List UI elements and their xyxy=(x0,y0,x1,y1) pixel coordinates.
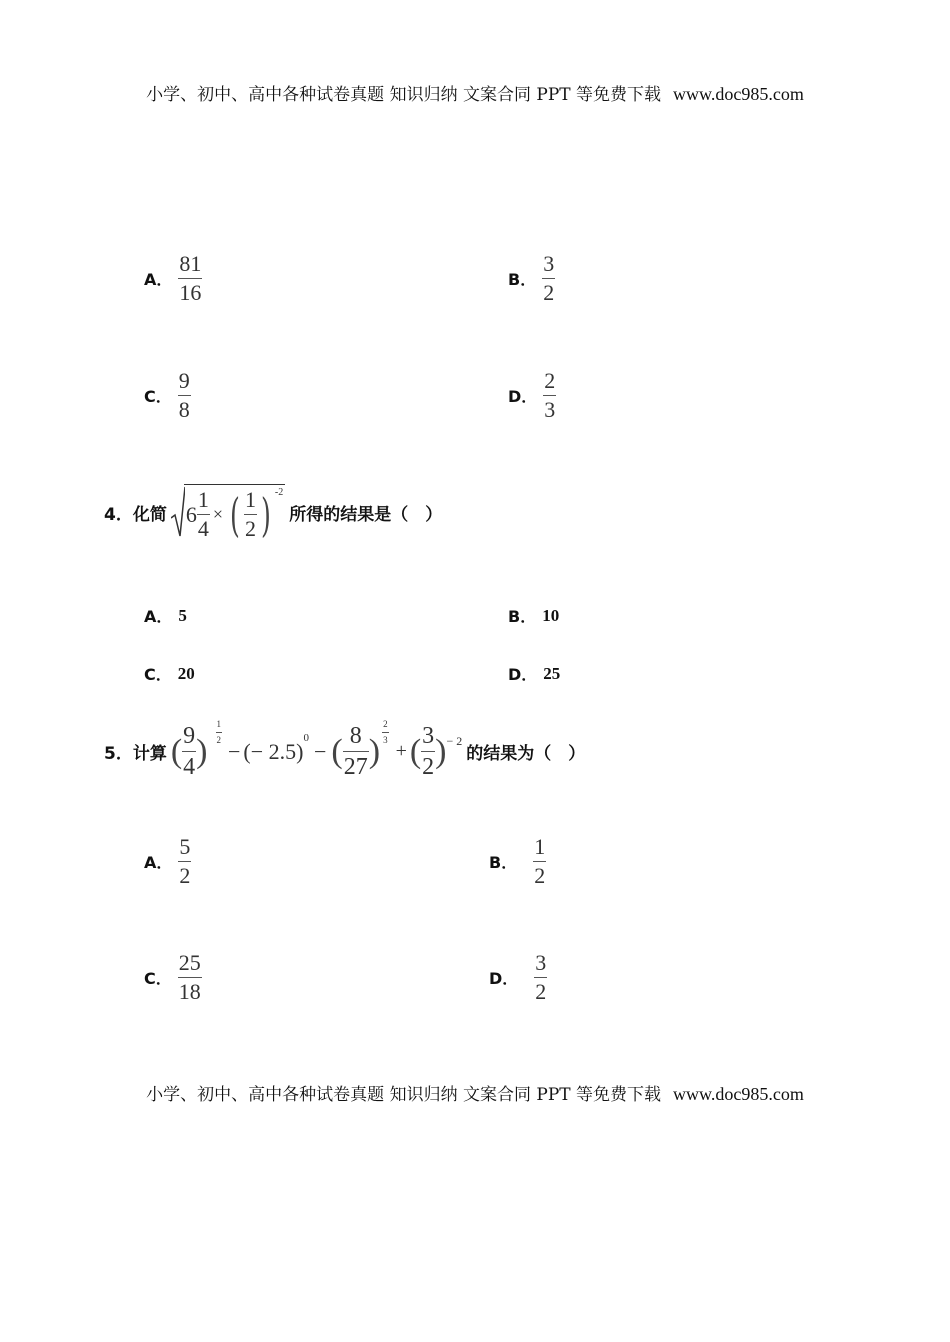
q4-option-b[interactable] xyxy=(508,604,559,627)
plus-symbol: + xyxy=(395,740,407,762)
page-header xyxy=(0,80,950,105)
q3-option-c[interactable] xyxy=(144,370,191,421)
option-label: A． xyxy=(144,853,173,872)
right-paren: ) xyxy=(435,732,447,770)
q4-option-c[interactable] xyxy=(144,662,195,685)
left-paren: ( xyxy=(331,732,343,770)
inner-fraction xyxy=(244,489,257,540)
numerator: 25 xyxy=(178,950,201,975)
denominator: 2 xyxy=(179,863,191,888)
numerator: 9 xyxy=(183,723,196,749)
page-footer xyxy=(0,1080,950,1105)
term4-fraction xyxy=(421,724,435,779)
q3-option-d[interactable] xyxy=(508,370,556,421)
q5-option-b[interactable] xyxy=(489,836,546,887)
times-symbol: × xyxy=(212,504,223,524)
numerator: 3 xyxy=(422,723,435,749)
radical-sign-icon xyxy=(171,486,185,538)
question-prefix: 计算 xyxy=(132,744,167,764)
denominator: 3 xyxy=(544,397,556,422)
option-label: A． xyxy=(144,270,173,289)
denominator: 8 xyxy=(178,397,190,422)
numerator: 1 xyxy=(244,487,256,512)
term2-exponent: 0 xyxy=(303,732,309,744)
left-paren: ( xyxy=(409,732,422,770)
option-label: B． xyxy=(508,607,537,626)
question-number: 4． xyxy=(104,504,133,525)
sqrt-expression xyxy=(171,484,285,540)
right-paren: ) xyxy=(260,487,271,542)
q3-option-b[interactable] xyxy=(508,253,555,304)
minus-symbol: − xyxy=(313,738,327,764)
option-label: B． xyxy=(508,270,537,289)
option-fraction xyxy=(178,370,191,421)
option-label: D． xyxy=(508,665,538,684)
q4-expression xyxy=(171,484,285,540)
left-paren: ( xyxy=(170,732,183,770)
header-text: 小学、初中、高中各种试卷真题 知识归纳 文案合同 PPT 等免费下载 xyxy=(146,85,662,105)
numerator: 1 xyxy=(197,487,209,512)
q5-option-d[interactable] xyxy=(489,952,547,1003)
term3-fraction xyxy=(343,724,369,779)
option-value: 10 xyxy=(542,605,560,625)
denominator: 18 xyxy=(178,979,201,1004)
option-label: C． xyxy=(144,969,172,988)
minus-symbol: − xyxy=(228,738,241,764)
denominator: 2 xyxy=(244,516,256,541)
numerator: 9 xyxy=(178,368,190,393)
numerator: 5 xyxy=(179,834,191,859)
option-label: D． xyxy=(489,969,519,988)
denominator: 4 xyxy=(183,754,196,780)
denominator: 16 xyxy=(179,280,202,305)
header-site-link[interactable]: www.doc985.com xyxy=(673,84,804,104)
option-fraction xyxy=(533,836,546,887)
numerator: 8 xyxy=(349,723,362,749)
denominator: 2 xyxy=(216,735,221,745)
option-label: C． xyxy=(144,387,172,406)
denominator: 2 xyxy=(534,863,546,888)
radicand xyxy=(184,484,285,540)
denominator: 2 xyxy=(543,280,555,305)
denominator: 4 xyxy=(197,516,209,541)
question-5 xyxy=(104,719,586,780)
question-number: 5． xyxy=(104,744,133,764)
term1-exponent xyxy=(216,720,223,745)
denominator: 3 xyxy=(383,735,388,745)
q4-option-a[interactable] xyxy=(144,604,187,627)
q5-expression xyxy=(170,719,463,780)
option-label: B． xyxy=(489,853,518,872)
option-label: A． xyxy=(144,607,173,626)
numerator: 81 xyxy=(179,251,202,276)
option-value: 5 xyxy=(178,605,187,625)
option-fraction xyxy=(542,253,555,304)
numerator: 2 xyxy=(383,719,388,729)
q5-option-c[interactable] xyxy=(144,952,202,1003)
mixed-fraction xyxy=(197,489,210,540)
q3-option-a[interactable] xyxy=(144,253,202,304)
question-suffix: 所得的结果是（ ） xyxy=(289,504,443,525)
exponent: -2 xyxy=(274,487,284,498)
term1-fraction xyxy=(182,724,196,779)
question-prefix: 化简 xyxy=(132,504,167,525)
denominator: 2 xyxy=(422,754,435,780)
option-label: D． xyxy=(508,387,538,406)
footer-site-link[interactable]: www.doc985.com xyxy=(673,1084,804,1104)
footer-text: 小学、初中、高中各种试卷真题 知识归纳 文案合同 PPT 等免费下载 xyxy=(146,1085,662,1105)
question-suffix: 的结果为（ ） xyxy=(466,744,586,764)
numerator: 1 xyxy=(534,834,546,859)
q5-option-a[interactable] xyxy=(144,836,191,887)
option-fraction xyxy=(543,370,556,421)
mixed-whole: 6 xyxy=(185,501,197,527)
term2-base: (− 2.5) xyxy=(243,738,304,764)
numerator: 3 xyxy=(535,950,547,975)
denominator: 2 xyxy=(535,979,547,1004)
term4-exponent: − 2 xyxy=(446,734,463,748)
option-fraction xyxy=(534,952,547,1003)
option-label: C． xyxy=(144,665,172,684)
option-fraction xyxy=(178,253,202,304)
numerator: 3 xyxy=(543,251,555,276)
denominator: 27 xyxy=(343,754,368,780)
option-value: 25 xyxy=(543,663,561,683)
right-paren: ) xyxy=(196,732,208,770)
term3-exponent xyxy=(382,720,389,745)
right-paren: ) xyxy=(368,732,381,770)
option-value: 20 xyxy=(177,663,195,683)
numerator: 1 xyxy=(216,719,221,729)
question-4 xyxy=(104,484,442,540)
left-paren: ( xyxy=(230,487,240,542)
option-fraction xyxy=(178,952,202,1003)
numerator: 2 xyxy=(544,368,556,393)
option-fraction xyxy=(178,836,191,887)
q4-option-d[interactable] xyxy=(508,662,560,685)
